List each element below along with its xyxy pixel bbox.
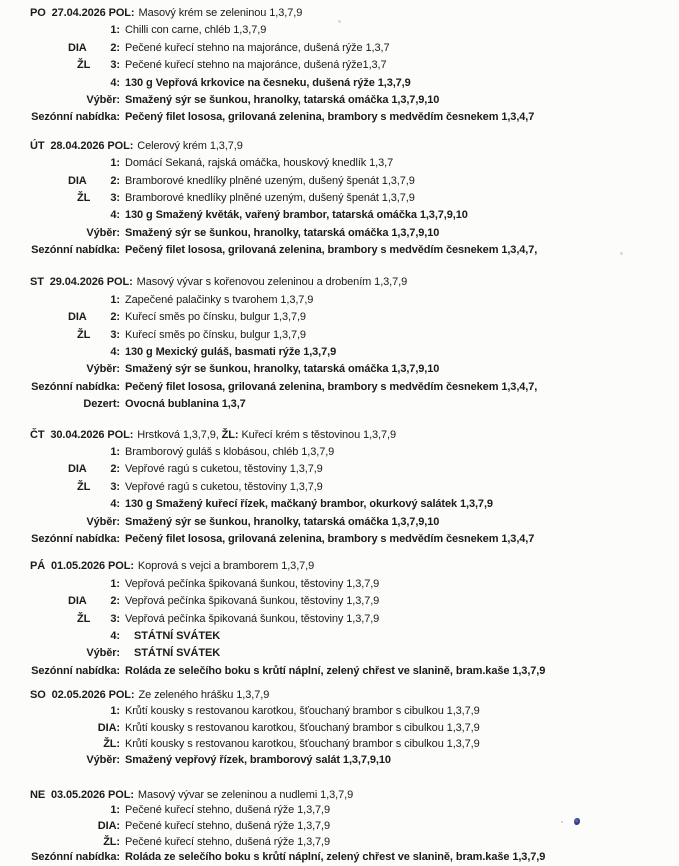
- course-text: [139, 7, 303, 19]
- label-column: [0, 173, 120, 190]
- course-label: 2:: [110, 311, 120, 324]
- course-label: Sezónní nabídka:: [31, 851, 120, 864]
- menu-row: [0, 736, 679, 752]
- course-label: Výběr:: [86, 93, 120, 106]
- menu-row: [0, 225, 679, 242]
- menu-row: [0, 593, 679, 610]
- day-block: [0, 687, 679, 768]
- label-column: [0, 225, 120, 242]
- day-block: [0, 558, 679, 680]
- course-label: 1:: [110, 157, 120, 170]
- label-column: [0, 803, 120, 819]
- menu-row: [0, 788, 679, 804]
- scan-speck: [338, 20, 341, 23]
- course-label: DIA:: [97, 819, 120, 832]
- course-text: Smažený sýr se šunkou, hranolky, tatarská omáčka 1,3,7,9,10: [125, 226, 440, 239]
- course-text: Smažený sýr se šunkou, hranolky, tatarská omáčka 1,3,7,9,10: [125, 93, 440, 106]
- menu-row: [0, 207, 679, 224]
- menu-row: [0, 514, 679, 531]
- course-label: 4:: [110, 629, 120, 642]
- course-text-segment: Kuřecí krém s těstovinou 1,3,7,9: [238, 428, 396, 441]
- label-column: [0, 207, 120, 224]
- day-date-label: PO 27.04.2026 POL:: [30, 7, 135, 19]
- course-label: 3:: [110, 59, 120, 72]
- course-text-segment: Koprová s vejci a bramborem 1,3,7,9: [137, 560, 315, 573]
- course-label: 1:: [110, 24, 120, 37]
- label-column: [0, 361, 120, 378]
- menu-row: [0, 461, 679, 478]
- course-label: 4:: [110, 498, 120, 511]
- menu-row: [0, 75, 679, 92]
- diet-label: ŽL: [77, 59, 91, 72]
- day-date-label: SO 02.05.2026 POL:: [30, 689, 135, 702]
- course-label: Sezónní nabídka:: [31, 111, 120, 124]
- menu-row: [0, 361, 679, 378]
- label-column: [0, 327, 120, 344]
- menu-row: [0, 92, 679, 109]
- diet-label: ŽL:: [221, 428, 239, 441]
- day-date-label: NE 03.05.2026 POL:: [30, 788, 134, 801]
- course-text-segment: Celerový krém 1,3,7,9: [137, 139, 243, 152]
- label-column: [0, 850, 120, 866]
- course-text: Vepřová pečínka špikovaná šunkou, těstoviny 1,3,7,9: [125, 595, 380, 608]
- day-block: [0, 138, 679, 260]
- menu-row: [0, 327, 679, 344]
- label-column: [0, 57, 120, 74]
- course-text: Vepřová pečínka špikovaná šunkou, těstoviny 1,3,7,9: [125, 577, 380, 590]
- day-date-label: ST 29.04.2026 POL:: [30, 276, 133, 289]
- course-text: Ovocná bublanina 1,3,7: [125, 398, 246, 411]
- course-label: 3:: [110, 191, 120, 204]
- menu-row: [0, 427, 679, 444]
- course-label: Sezónní nabídka:: [31, 380, 120, 393]
- course-label: 2:: [110, 41, 120, 54]
- menu-row: [0, 628, 679, 645]
- course-label: 2:: [110, 174, 120, 187]
- course-text: 130 g Smažený kuřecí řízek, mačkaný brambor, okurkový salátek 1,3,7,9: [125, 498, 493, 511]
- label-column: [0, 835, 120, 851]
- label-column: [0, 645, 120, 662]
- course-label: 3:: [110, 612, 120, 625]
- course-label: Výběr:: [86, 226, 120, 239]
- menu-row: [0, 720, 679, 736]
- course-label: 1:: [110, 445, 120, 458]
- menu-row: [0, 396, 679, 413]
- label-column: [0, 703, 120, 719]
- course-text: [137, 429, 396, 441]
- course-label: DIA:: [97, 721, 120, 734]
- label-column: [0, 242, 120, 259]
- course-text: Pečené kuřecí stehno, dušená rýže 1,3,7,9: [125, 804, 331, 817]
- menu-row: [0, 173, 679, 190]
- course-text: Krůtí kousky s restovanou karotkou, šťouchaný brambor s cibulkou 1,3,7,9: [125, 737, 480, 750]
- menu-row: [0, 611, 679, 628]
- course-label: 3:: [110, 328, 120, 341]
- course-text: Pečený filet lososa, grilovaná zelenina, brambory s medvědím česnekem 1,3,4,7,: [125, 380, 538, 393]
- menu-row: [0, 292, 679, 309]
- label-column: [0, 663, 120, 680]
- course-text: 130 g Vepřová krkovice na česneku, dušená rýže 1,3,7,9: [125, 76, 411, 89]
- label-column: [0, 292, 120, 309]
- menu-row: [0, 703, 679, 719]
- course-text: Vepřová pečínka špikovaná šunkou, těstoviny 1,3,7,9: [125, 612, 380, 625]
- menu-row: [0, 22, 679, 39]
- label-column: [0, 576, 120, 593]
- label-column: [0, 461, 120, 478]
- label-column: [0, 109, 120, 126]
- menu-row: [0, 379, 679, 396]
- course-text: 130 g Mexický guláš, basmati rýže 1,3,7,9: [125, 346, 337, 359]
- course-label: 2:: [110, 595, 120, 608]
- course-label: 1:: [110, 705, 120, 718]
- course-text: Bramborové knedlíky plněné uzeným, dušený špenát 1,3,7,9: [125, 174, 415, 187]
- label-column: [0, 40, 120, 57]
- label-column: [0, 92, 120, 109]
- menu-row: [0, 309, 679, 326]
- label-column: [0, 531, 120, 548]
- label-column: [0, 22, 120, 39]
- label-column: [0, 628, 120, 645]
- course-label: 3:: [110, 480, 120, 493]
- course-text: Pečený filet lososa, grilovaná zelenina, brambory s medvědím česnekem 1,3,4,7,: [125, 244, 538, 257]
- day-block: [0, 788, 679, 866]
- course-text: Roláda ze selečího boku s krůtí náplní, zelený chřest ve slanině, bram.kaše 1,3,7,9: [125, 664, 546, 677]
- label-column: [0, 309, 120, 326]
- course-text: [138, 560, 314, 572]
- course-text: Pečené kuřecí stehno, dušená rýže 1,3,7,9: [125, 819, 331, 832]
- day-block: [0, 0, 679, 127]
- course-text: Kuřecí směs po čínsku, bulgur 1,3,7,9: [125, 311, 306, 324]
- diet-label: DIA: [68, 311, 87, 324]
- menu-row: [0, 155, 679, 172]
- course-text: Smažený vepřový řízek, bramborový salát 1,3,7,9,10: [125, 754, 391, 767]
- label-column: [0, 611, 120, 628]
- course-text: Bramborové knedlíky plněné uzeným, dušený špenát 1,3,7,9: [125, 191, 415, 204]
- course-label: 4:: [110, 346, 120, 359]
- course-text-segment: Hrstková 1,3,7,9,: [137, 428, 222, 441]
- label-column: [0, 444, 120, 461]
- day-date-label: ÚT 28.04.2026 POL:: [30, 139, 134, 152]
- course-label: Sezónní nabídka:: [31, 244, 120, 257]
- label-column: [0, 190, 120, 207]
- course-label: 1:: [110, 293, 120, 306]
- scan-speck: [561, 821, 563, 823]
- label-column: [0, 155, 120, 172]
- label-column: [0, 479, 120, 496]
- course-text: Zapečené palačinky s tvarohem 1,3,7,9: [125, 293, 314, 306]
- course-label: ŽL:: [103, 737, 120, 750]
- menu-row: [0, 496, 679, 513]
- label-column: [0, 75, 120, 92]
- diet-label: DIA: [68, 174, 87, 187]
- menu-row: [0, 190, 679, 207]
- menu-row: [0, 576, 679, 593]
- course-text: [137, 140, 243, 152]
- label-column: [0, 379, 120, 396]
- menu-row: [0, 40, 679, 57]
- course-label: Výběr:: [86, 754, 120, 767]
- course-text: Pečené kuřecí stehno na majoránce, dušená rýže 1,3,7: [125, 41, 390, 54]
- label-column: [0, 496, 120, 513]
- menu-row: [0, 803, 679, 819]
- course-label: ŽL:: [103, 835, 120, 848]
- course-text: Krůtí kousky s restovanou karotkou, šťouchaný brambor s cibulkou 1,3,7,9: [125, 721, 480, 734]
- course-text: Pečený filet lososa, grilovaná zelenina, brambory s medvědím česnekem 1,3,4,7: [125, 111, 535, 124]
- menu-row: [0, 109, 679, 126]
- label-column: [0, 752, 120, 768]
- menu-row: [0, 479, 679, 496]
- course-label: Sezónní nabídka:: [31, 532, 120, 545]
- course-text: [139, 689, 270, 701]
- diet-label: ŽL: [77, 480, 91, 493]
- label-column: [0, 819, 120, 835]
- course-text-segment: Masový krém se zeleninou 1,3,7,9: [138, 7, 303, 19]
- label-column: [0, 514, 120, 531]
- menu-row: [0, 57, 679, 74]
- menu-row: [0, 444, 679, 461]
- course-label: 2:: [110, 463, 120, 476]
- course-text: 130 g Smažený květák, vařený brambor, tatarská omáčka 1,3,7,9,10: [125, 209, 468, 222]
- label-column: [0, 720, 120, 736]
- scan-speck: [620, 252, 623, 255]
- course-text: STÁTNÍ SVÁTEK: [134, 647, 221, 660]
- course-label: Výběr:: [86, 515, 120, 528]
- course-label: Dezert:: [83, 398, 120, 411]
- day-block: [0, 274, 679, 413]
- course-text: Pečené kuřecí stehno na majoránce, dušená rýže1,3,7: [125, 59, 387, 72]
- menu-row: [0, 687, 679, 703]
- menu-row: [0, 531, 679, 548]
- diet-label: DIA: [68, 463, 87, 476]
- course-text: Roláda ze selečího boku s krůtí náplní, zelený chřest ve slanině, bram.kaše 1,3,7,9: [125, 851, 546, 864]
- label-column: [0, 736, 120, 752]
- course-text: Bramborový guláš s klobásou, chléb 1,3,7,9: [125, 445, 335, 458]
- label-column: [0, 593, 120, 610]
- course-text: [137, 276, 407, 288]
- menu-row: [0, 835, 679, 851]
- day-block: [0, 427, 679, 549]
- course-text: Pečené kuřecí stehno, dušená rýže 1,3,7,9: [125, 835, 331, 848]
- course-text: Pečený filet lososa, grilovaná zelenina, brambory s medvědím česnekem 1,3,4,7: [125, 532, 535, 545]
- course-text: Kuřecí směs po čínsku, bulgur 1,3,7,9: [125, 328, 306, 341]
- diet-label: ŽL: [77, 612, 91, 625]
- course-text: [138, 789, 353, 801]
- course-text-segment: Masový vývar s kořenovou zeleninou a drobením 1,3,7,9: [136, 276, 408, 289]
- diet-label: ŽL: [77, 328, 91, 341]
- menu-row: [0, 850, 679, 866]
- diet-label: ŽL: [77, 191, 91, 204]
- course-text: Smažený sýr se šunkou, hranolky, tatarská omáčka 1,3,7,9,10: [125, 515, 440, 528]
- menu-row: [0, 558, 679, 575]
- diet-label: DIA: [68, 41, 87, 54]
- menu-row: [0, 344, 679, 361]
- label-column: [0, 396, 120, 413]
- course-text: Vepřové ragú s cuketou, těstoviny 1,3,7,9: [125, 463, 323, 476]
- course-label: 4:: [110, 76, 120, 89]
- diet-label: DIA: [68, 595, 87, 608]
- course-text-segment: Ze zeleného hrášku 1,3,7,9: [138, 689, 270, 702]
- course-text: Vepřové ragú s cuketou, těstoviny 1,3,7,9: [125, 480, 323, 493]
- label-column: [0, 344, 120, 361]
- course-text-segment: Masový vývar se zeleninou a nudlemi 1,3,7,9: [137, 788, 354, 801]
- course-label: Sezónní nabídka:: [31, 664, 120, 677]
- course-label: 4:: [110, 209, 120, 222]
- menu-row: [0, 752, 679, 768]
- menu-row: [0, 663, 679, 680]
- course-text: Domácí Sekaná, rajská omáčka, houskový knedlík 1,3,7: [125, 157, 394, 170]
- day-date-label: ČT 30.04.2026 POL:: [30, 428, 134, 441]
- menu-row: [0, 138, 679, 155]
- menu-row: [0, 242, 679, 259]
- course-text: Chilli con carne, chléb 1,3,7,9: [125, 24, 267, 37]
- day-date-label: PÁ 01.05.2026 POL:: [30, 560, 134, 573]
- menu-row: [0, 274, 679, 291]
- course-text: STÁTNÍ SVÁTEK: [134, 629, 221, 642]
- course-label: Výběr:: [86, 363, 120, 376]
- course-text: Krůtí kousky s restovanou karotkou, šťouchaný brambor s cibulkou 1,3,7,9: [125, 705, 480, 718]
- course-label: Výběr:: [86, 647, 120, 660]
- course-label: 1:: [110, 577, 120, 590]
- course-label: 1:: [110, 804, 120, 817]
- menu-row: [0, 645, 679, 662]
- course-text: Smažený sýr se šunkou, hranolky, tatarská omáčka 1,3,7,9,10: [125, 363, 440, 376]
